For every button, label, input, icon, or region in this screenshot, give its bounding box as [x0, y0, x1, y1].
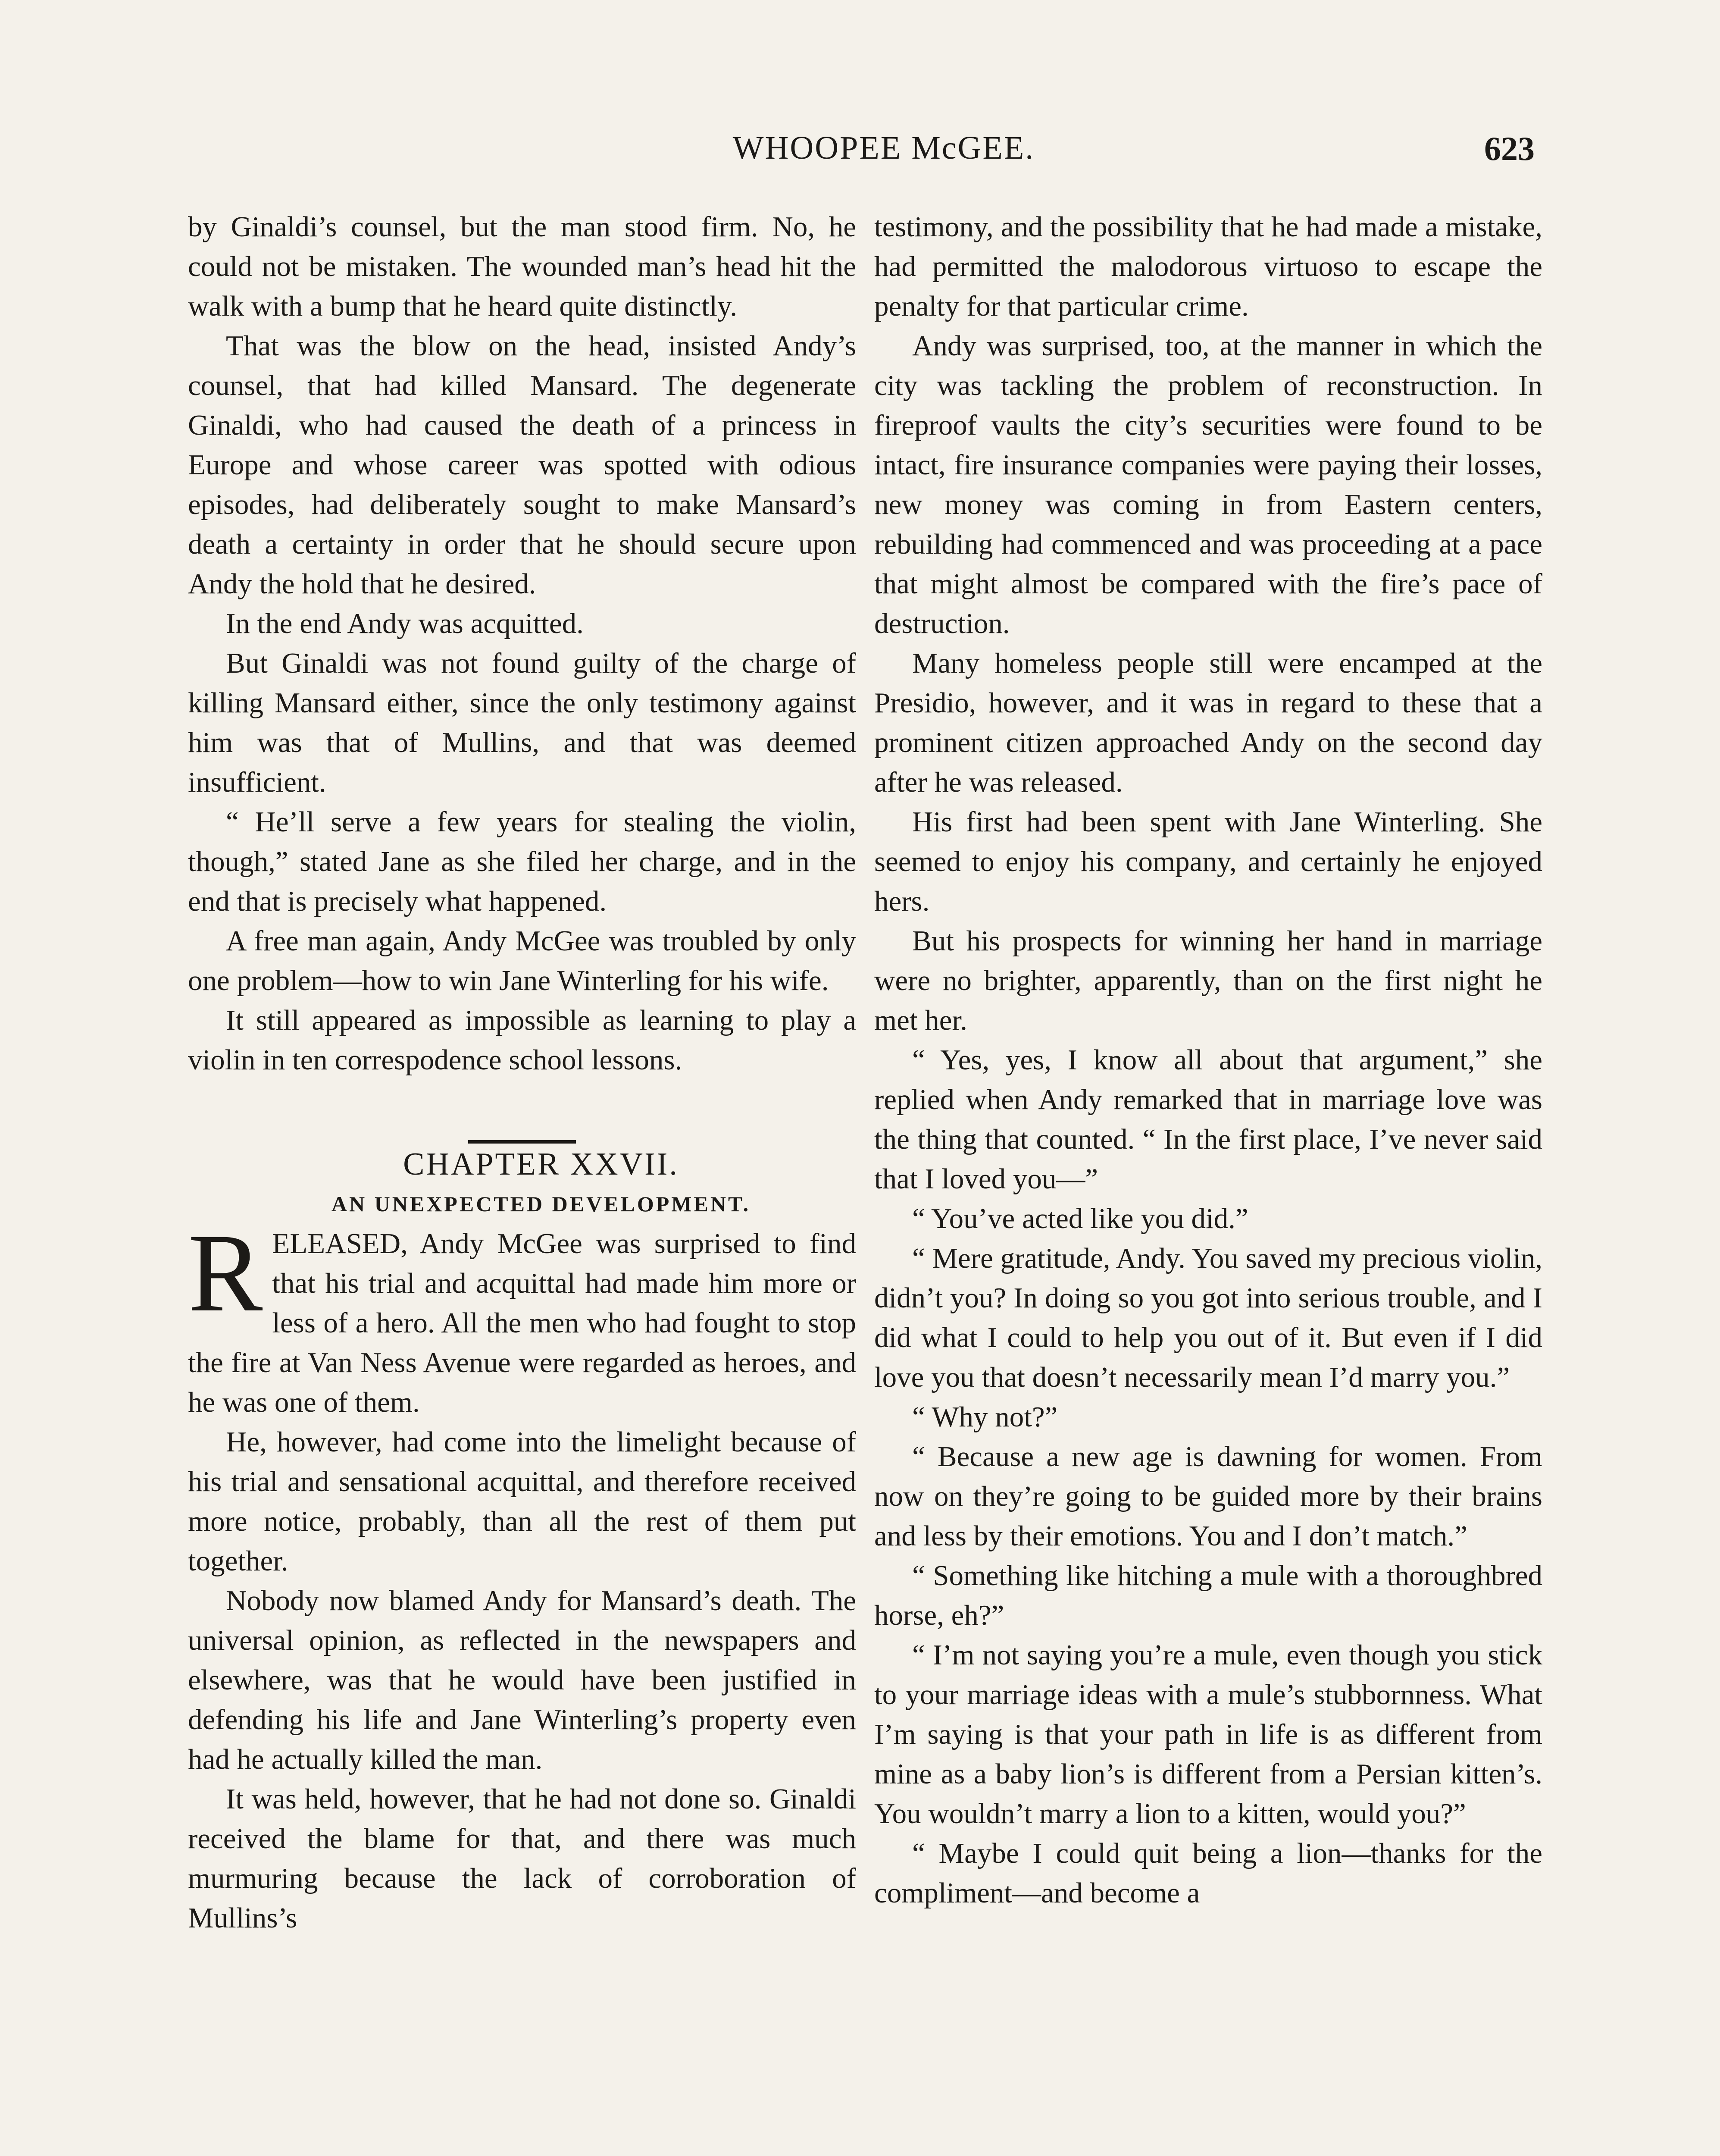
opening-text: ELEASED, Andy McGee was surprised to find that his trial and acquittal had made him more or less of a hero. All the men who had fought to stop the fire at Van Ness Avenue were regarded as heroes, and he was one of them. [188, 1228, 856, 1418]
paragraph: Many homeless people still were encamped at the Presidio, however, and it was in regard to these that a prominent citizen approached Andy on the second day after he was released. [874, 647, 1542, 798]
paragraph: A free man again, Andy McGee was troubled by only one problem—how to win Jane Winterling for his wife. [188, 925, 856, 997]
paragraph: testimony, and the possibility that he had made a mistake, had permitted the malodorous virtuoso to escape the penalty for that particular crime. [874, 211, 1542, 322]
paragraph: “ He’ll serve a few years for stealing the violin, though,” stated Jane as she filed her charge, and in the end that is precisely what happened. [188, 806, 856, 917]
right-column [874, 207, 1542, 1913]
paragraph: “ Because a new age is dawning for women. From now on they’re going to be guided more by their brains and less by their emotions. You and I don’t match.” [874, 1441, 1542, 1552]
paragraph: “ I’m not saying you’re a mule, even though you stick to your marriage ideas with a mule’s stubbornness. What I’m saying is that your path in life is as different from mine as a baby lion’s is different from a Persian kitten’s. You wouldn’t marry a lion to a kitten, would you?” [874, 1639, 1542, 1830]
paragraph: He, however, had come into the limelight because of his trial and sensational acquittal, and therefore received more notice, probably, than all the rest of them put together. [188, 1426, 856, 1577]
chapter-title: CHAPTER XXVII. [403, 1147, 679, 1182]
paragraph: His first had been spent with Jane Winterling. She seemed to enjoy his company, and certainly he enjoyed hers. [874, 806, 1542, 917]
paragraph: “ Mere gratitude, Andy. You saved my precious violin, didn’t you? In doing so you got into serious trouble, and I did what I could to help you out of it. But even if I did love you that doesn’t necessarily mean I’d marry you.” [874, 1242, 1542, 1393]
paragraph: Nobody now blamed Andy for Mansard’s death. The universal opinion, as reflected in the newspapers and elsewhere, was that he would have been justified in defending his life and Jane Winterling’s property even had he actually killed the man. [188, 1585, 856, 1775]
chapter-opening-paragraph [188, 1211, 856, 1422]
paragraph: “ You’ve acted like you did.” [912, 1203, 1248, 1235]
paragraph: “ Maybe I could quit being a lion—thanks for the compliment—and become a [874, 1837, 1542, 1909]
section-divider [188, 1114, 856, 1119]
divider-rule [468, 1140, 576, 1144]
left-column [188, 207, 856, 1938]
drop-cap: R [188, 1211, 263, 1335]
paragraph: “ Why not?” [912, 1401, 1058, 1433]
running-head: WHOOPEE McGEE. [732, 130, 1035, 166]
paragraph: In the end Andy was acquitted. [226, 608, 584, 639]
paragraph: Andy was surprised, too, at the manner in which the city was tackling the problem of reconstruction. In fireproof vaults the city’s securities were found to be intact, fire insurance companies were paying their losses, new money was coming in from Eastern centers, rebuilding had commenced and was proceeding at a pace that might almost be compared with the fire’s pace of destruction. [874, 330, 1542, 639]
chapter-subtitle: AN UNEXPECTED DEVELOPMENT. [331, 1192, 751, 1216]
paragraph: That was the blow on the head, insisted Andy’s counsel, that had killed Mansard. The degenerate Ginaldi, who had caused the death of a princess in Europe and whose career was spotted with odious episodes, had deliberately sought to make Mansard’s death a certainty in order that he should secure upon Andy the hold that he desired. [188, 330, 856, 600]
paragraph: But Ginaldi was not found guilty of the charge of killing Mansard either, since the only testimony against him was that of Mullins, and that was deemed insufficient. [188, 647, 856, 798]
paragraph: “ Yes, yes, I know all about that argument,” she replied when Andy remarked that in marriage love was the thing that counted. “ In the first place, I’ve never said that I loved you—” [874, 1044, 1542, 1195]
paragraph: “ Something like hitching a mule with a thoroughbred horse, eh?” [874, 1560, 1542, 1631]
paragraph: It still appeared as impossible as learning to play a violin in ten correspodence school lessons. [188, 1004, 856, 1076]
paragraph: It was held, however, that he had not done so. Ginaldi received the blame for that, and there was much murmuring because the lack of corroboration of Mullins’s [188, 1783, 856, 1934]
page-number: 623 [1484, 130, 1535, 167]
paragraph: But his prospects for winning her hand in marriage were no brighter, apparently, than on the first night he met her. [874, 925, 1542, 1036]
paragraph: by Ginaldi’s counsel, but the man stood firm. No, he could not be mistaken. The wounded man’s head hit the walk with a bump that he heard quite distinctly. [188, 211, 856, 322]
page-header [0, 129, 1720, 181]
